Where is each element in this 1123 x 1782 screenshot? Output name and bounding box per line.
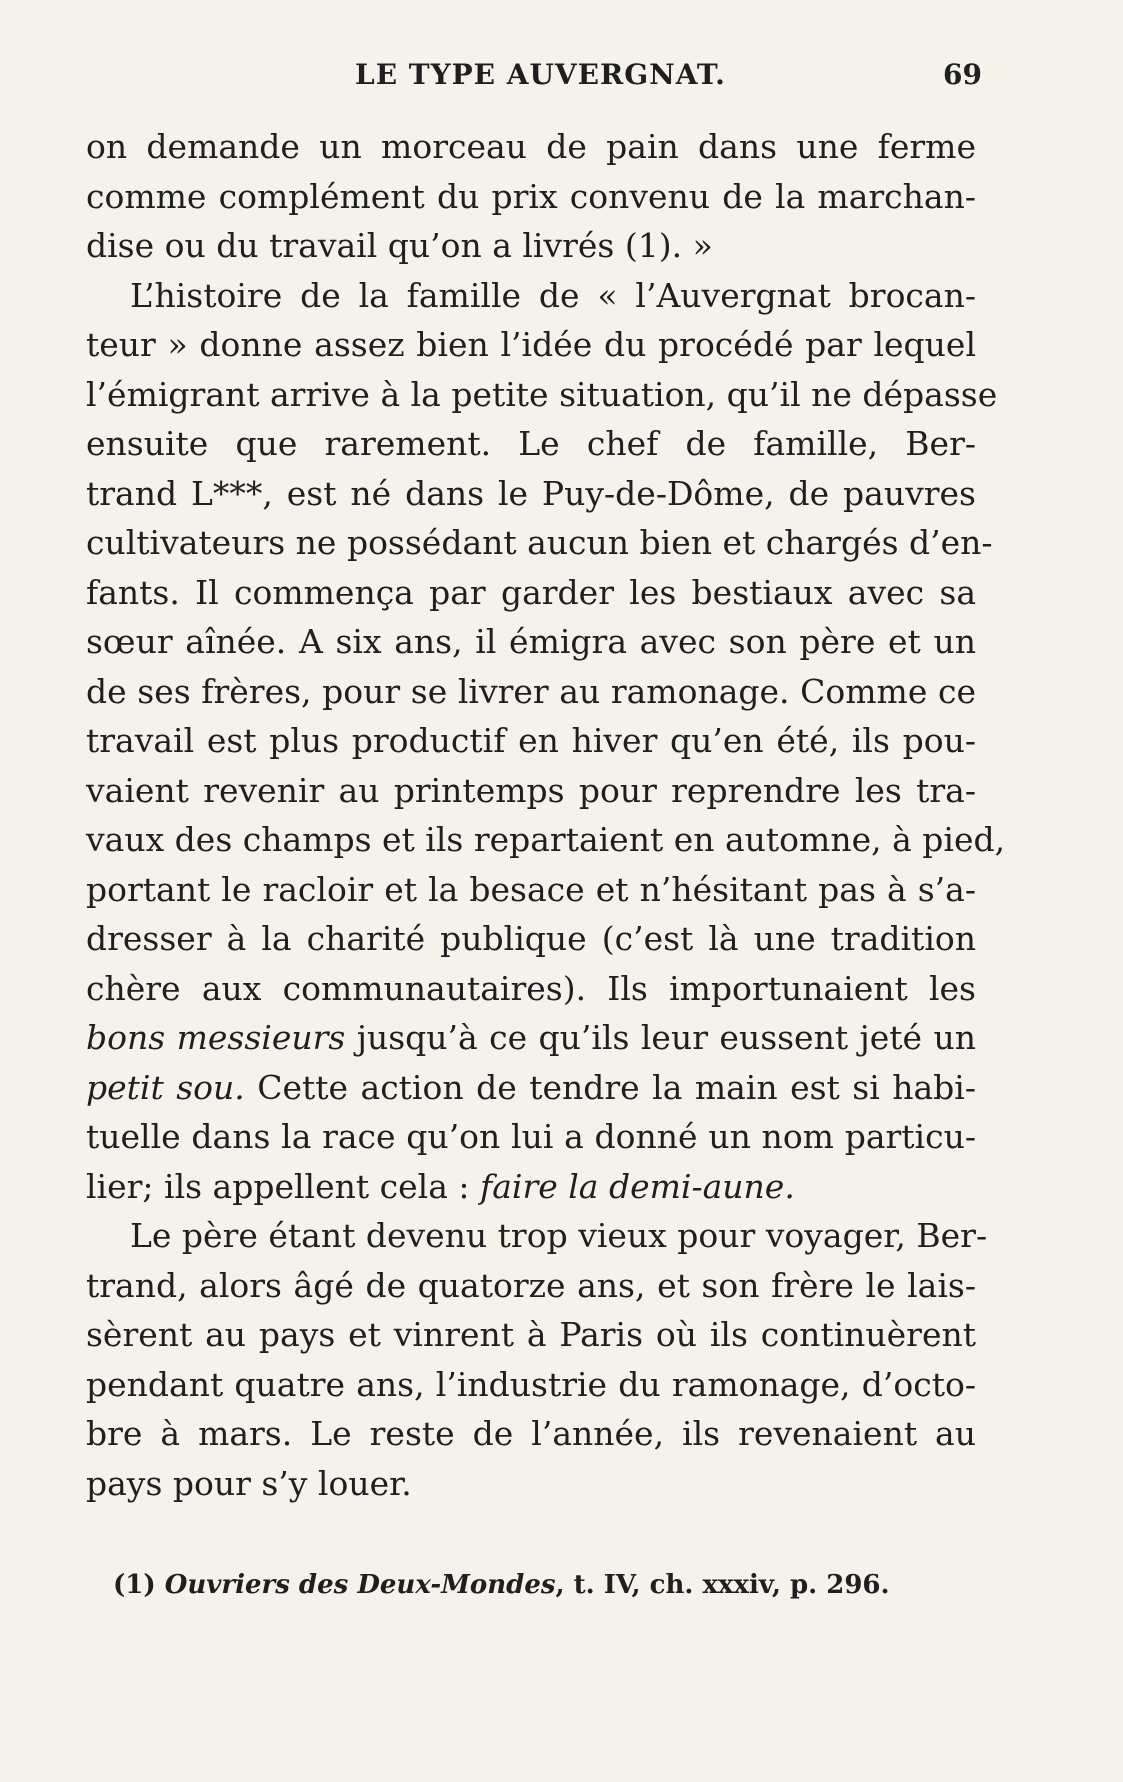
text-line xyxy=(86,1310,976,1360)
text-segment: sœur aînée. A six ans, il émigra avec son père et un xyxy=(86,622,976,661)
text-line xyxy=(86,1063,976,1113)
text-line xyxy=(86,271,976,321)
text-segment: jusqu’à ce qu’ils leur eussent jeté un xyxy=(345,1018,976,1057)
text-line xyxy=(86,1211,988,1261)
text-line xyxy=(86,1013,976,1063)
footnote-marker: (1) xyxy=(113,1570,165,1600)
text-line xyxy=(86,419,976,469)
text-line xyxy=(86,964,976,1014)
text-line xyxy=(86,865,976,915)
text-line xyxy=(86,469,976,519)
text-segment: pays pour s’y louer. xyxy=(86,1463,412,1503)
text-segment: tuelle dans la race qu’on lui a donné un nom particu- xyxy=(86,1117,976,1156)
text-segment: portant le racloir et la besace et n’hésitant pas à s’a- xyxy=(86,869,976,909)
italic-text: faire la demi-aune. xyxy=(480,1166,795,1206)
text-line xyxy=(86,1112,976,1162)
text-line xyxy=(86,716,976,766)
text-line xyxy=(86,667,976,717)
text-segment: chère aux communautaires). Ils importunaient les xyxy=(86,968,976,1008)
italic-text: petit sou. xyxy=(86,1067,245,1107)
text-line xyxy=(86,1459,976,1509)
text-line xyxy=(86,914,976,964)
running-header xyxy=(0,58,1123,98)
text-line xyxy=(86,518,993,568)
text-segment: l’émigrant arrive à la petite situation, qu’il ne dépasse xyxy=(86,374,998,414)
text-line xyxy=(86,122,976,172)
text-line xyxy=(86,1162,976,1212)
text-line xyxy=(86,221,976,271)
text-line xyxy=(86,1360,976,1410)
text-line xyxy=(86,1261,976,1311)
text-line xyxy=(86,766,976,816)
text-segment: sèrent au pays et vinrent à Paris où ils continuèrent xyxy=(86,1315,976,1354)
text-line xyxy=(86,617,976,667)
text-segment: pendant quatre ans, l’industrie du ramonage, d’octo- xyxy=(86,1364,976,1404)
text-segment: ensuite que rarement. Le chef de famille, Ber- xyxy=(86,424,976,463)
text-line xyxy=(86,568,976,618)
text-segment: fants. Il commença par garder les bestiaux avec sa xyxy=(86,572,976,612)
footnote-source: Ouvriers des Deux-Mondes xyxy=(164,1570,556,1600)
footnote xyxy=(113,1570,890,1600)
text-segment: travail est plus productif en hiver qu’en été, ils pou- xyxy=(86,721,976,760)
text-segment: bre à mars. Le reste de l’année, ils revenaient au xyxy=(86,1414,976,1453)
text-line xyxy=(86,1409,976,1459)
page-number: 69 xyxy=(943,58,982,91)
text-segment: dresser à la charité publique (c’est là une tradition xyxy=(86,919,976,958)
text-segment: vaux des champs et ils repartaient en automne, à pied, xyxy=(86,820,1006,859)
text-line xyxy=(86,320,976,370)
footnote-citation: , t. IV, ch. xxxiv, p. 296. xyxy=(555,1570,890,1600)
running-title: LE TYPE AUVERGNAT. xyxy=(355,58,726,91)
text-segment: comme complément du prix convenu de la marchan- xyxy=(86,176,976,216)
text-segment: de ses frères, pour se livrer au ramonage. Comme ce xyxy=(86,671,976,711)
italic-text: bons messieurs xyxy=(86,1018,346,1057)
text-segment: L’histoire de la famille de « l’Auvergnat brocan- xyxy=(130,275,976,315)
text-segment: Cette action de tendre la main est si habi- xyxy=(244,1067,976,1107)
text-segment: cultivateurs ne possédant aucun bien et chargés d’en- xyxy=(86,523,993,562)
body-text xyxy=(86,122,1006,1508)
text-segment: Le père étant devenu trop vieux pour voyager, Ber- xyxy=(130,1216,988,1255)
text-segment: dise ou du travail qu’on a livrés (1). » xyxy=(86,226,713,265)
text-line xyxy=(86,370,998,420)
text-segment: trand L***, est né dans le Puy-de-Dôme, de pauvres xyxy=(86,473,976,513)
text-segment: teur » donne assez bien l’idée du procédé par lequel xyxy=(86,325,976,364)
text-segment: lier; ils appellent cela : xyxy=(86,1166,480,1206)
text-line xyxy=(86,815,1006,865)
text-segment: on demande un morceau de pain dans une ferme xyxy=(86,127,976,166)
text-segment: trand, alors âgé de quatorze ans, et son frère le lais- xyxy=(86,1265,976,1305)
text-segment: vaient revenir au printemps pour reprendre les tra- xyxy=(86,770,976,810)
text-line xyxy=(86,172,976,222)
